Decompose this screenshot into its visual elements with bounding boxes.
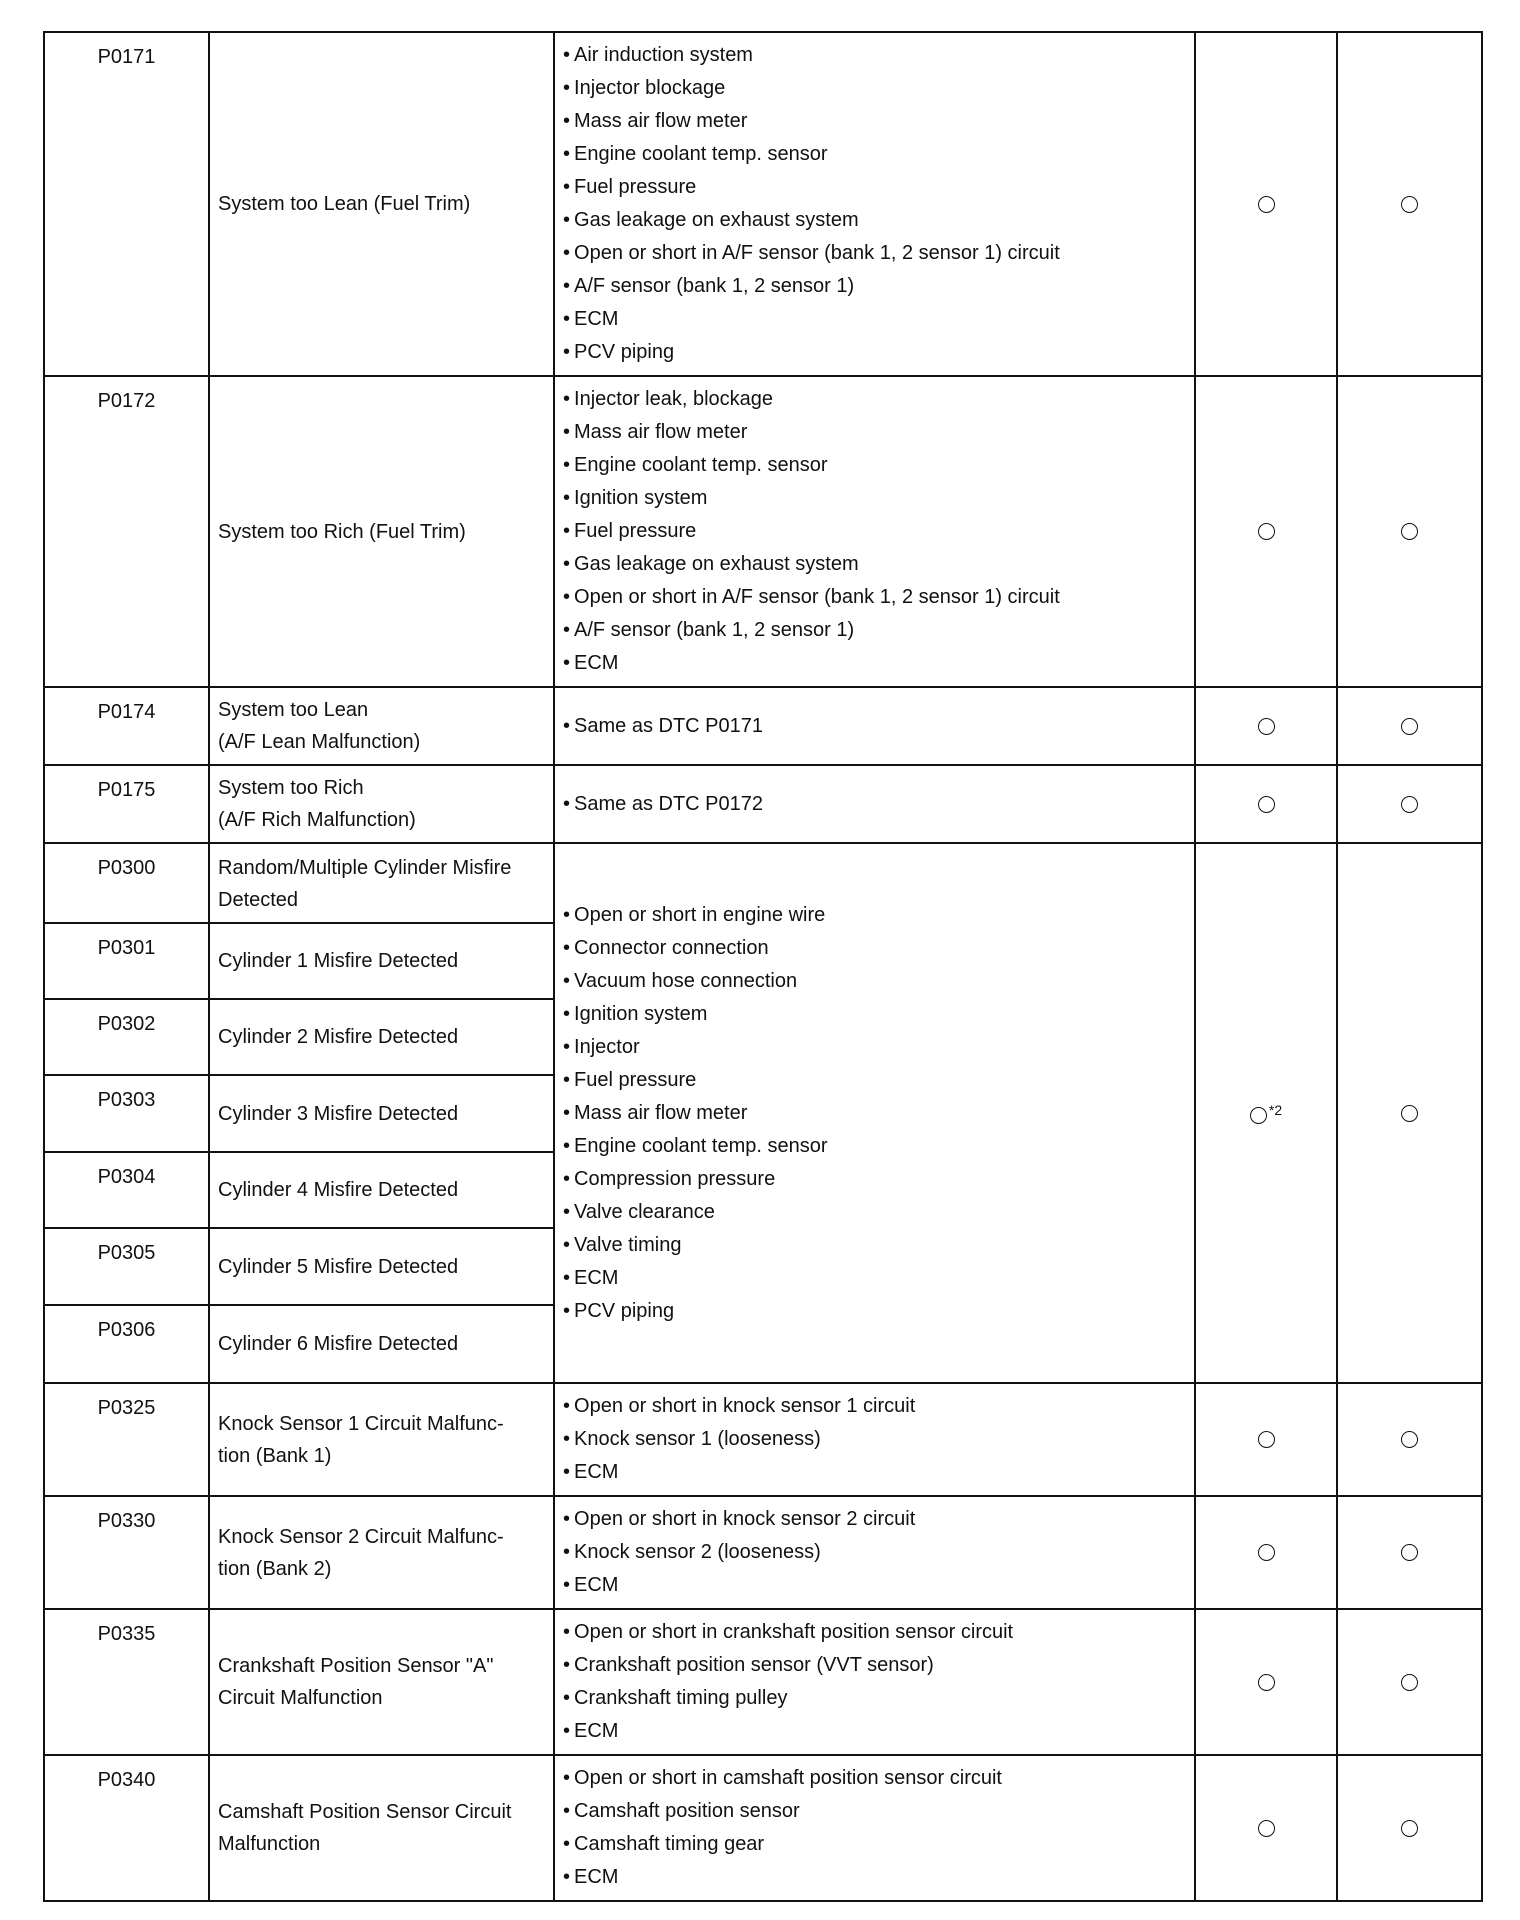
cause-item: • Open or short in camshaft position sensor circuit <box>563 1762 1186 1795</box>
cause-item: • ECM <box>563 303 1186 336</box>
cause-item: • Mass air flow meter <box>563 105 1186 138</box>
check-mark-cell <box>1195 376 1337 687</box>
dtc-name: Camshaft Position Sensor Circuit Malfunction <box>209 1755 554 1901</box>
cause-item: • Injector <box>563 1031 1186 1064</box>
dtc-name: Crankshaft Position Sensor "A" Circuit Malfunction <box>209 1609 554 1755</box>
dtc-name: System too Lean (A/F Lean Malfunction) <box>209 687 554 765</box>
check-mark-cell <box>1337 687 1482 765</box>
check-mark-cell <box>1195 1755 1337 1901</box>
cause-item: • Ignition system <box>563 482 1186 515</box>
check-mark-cell <box>1337 1755 1482 1901</box>
cause-item: • ECM <box>563 1715 1186 1748</box>
cause-item: • Open or short in A/F sensor (bank 1, 2 sensor 1) circuit <box>563 237 1186 270</box>
causes-list <box>563 899 1186 1328</box>
circle-mark-icon <box>1258 196 1275 213</box>
dtc-name: Knock Sensor 1 Circuit Malfunc- tion (Bank 1) <box>209 1383 554 1496</box>
cause-item: • Mass air flow meter <box>563 416 1186 449</box>
dtc-name: System too Rich (A/F Rich Malfunction) <box>209 765 554 843</box>
cause-item: • Fuel pressure <box>563 171 1186 204</box>
check-mark-cell <box>1337 1496 1482 1609</box>
dtc-name: System too Rich (Fuel Trim) <box>209 376 554 687</box>
dtc-code: P0335 <box>44 1609 209 1755</box>
cause-item: • Ignition system <box>563 998 1186 1031</box>
table-row <box>44 32 1482 376</box>
circle-mark-icon <box>1401 796 1418 813</box>
trouble-area <box>554 1383 1195 1496</box>
check-mark-cell <box>1195 1383 1337 1496</box>
cause-item: • Crankshaft position sensor (VVT sensor) <box>563 1649 1186 1682</box>
cause-item: • Camshaft position sensor <box>563 1795 1186 1828</box>
cause-item: • Fuel pressure <box>563 515 1186 548</box>
trouble-area <box>554 765 1195 843</box>
causes-list <box>563 788 1186 821</box>
check-mark-cell <box>1337 1383 1482 1496</box>
trouble-area <box>554 32 1195 376</box>
circle-mark-icon <box>1401 1674 1418 1691</box>
dtc-name: System too Lean (Fuel Trim) <box>209 32 554 376</box>
dtc-code: P0300 <box>44 843 209 923</box>
cause-item: • Open or short in crankshaft position sensor circuit <box>563 1616 1186 1649</box>
cause-item: • Gas leakage on exhaust system <box>563 548 1186 581</box>
check-mark-cell <box>1337 843 1482 1383</box>
circle-mark-icon <box>1401 196 1418 213</box>
cause-item: • Engine coolant temp. sensor <box>563 1130 1186 1163</box>
circle-mark-icon <box>1401 1431 1418 1448</box>
trouble-area <box>554 1496 1195 1609</box>
check-mark-cell <box>1195 687 1337 765</box>
check-mark-cell <box>1337 1609 1482 1755</box>
cause-item: • Mass air flow meter <box>563 1097 1186 1130</box>
dtc-code: P0305 <box>44 1228 209 1305</box>
cause-item: • ECM <box>563 1262 1186 1295</box>
table-row <box>44 843 1482 923</box>
cause-item: • Open or short in engine wire <box>563 899 1186 932</box>
dtc-code: P0302 <box>44 999 209 1075</box>
circle-mark-icon <box>1258 1674 1275 1691</box>
circle-mark-icon <box>1258 796 1275 813</box>
cause-item: • Air induction system <box>563 39 1186 72</box>
dtc-code: P0174 <box>44 687 209 765</box>
table-row <box>44 687 1482 765</box>
dtc-code: P0340 <box>44 1755 209 1901</box>
circle-mark-icon <box>1250 1107 1267 1124</box>
dtc-name: Knock Sensor 2 Circuit Malfunc- tion (Bank 2) <box>209 1496 554 1609</box>
table-row <box>44 1755 1482 1901</box>
cause-item: • Camshaft timing gear <box>563 1828 1186 1861</box>
cause-item: • ECM <box>563 1569 1186 1602</box>
causes-list <box>563 710 1186 743</box>
check-mark-cell <box>1195 1609 1337 1755</box>
footnote-marker: *2 <box>1268 1102 1283 1118</box>
cause-item: • Valve clearance <box>563 1196 1186 1229</box>
circle-mark-icon <box>1258 718 1275 735</box>
table-row <box>44 1496 1482 1609</box>
dtc-code: P0306 <box>44 1305 209 1383</box>
cause-item: • A/F sensor (bank 1, 2 sensor 1) <box>563 270 1186 303</box>
cause-item: • Open or short in knock sensor 2 circuit <box>563 1503 1186 1536</box>
cause-item: • Same as DTC P0171 <box>563 710 1186 743</box>
table-row <box>44 1383 1482 1496</box>
cause-item: • Vacuum hose connection <box>563 965 1186 998</box>
dtc-name: Cylinder 4 Misfire Detected <box>209 1152 554 1228</box>
circle-mark-icon <box>1258 1544 1275 1561</box>
trouble-area <box>554 376 1195 687</box>
causes-list <box>563 1503 1186 1602</box>
check-mark-cell <box>1195 1496 1337 1609</box>
cause-item: • Engine coolant temp. sensor <box>563 449 1186 482</box>
trouble-area <box>554 687 1195 765</box>
dtc-name: Cylinder 6 Misfire Detected <box>209 1305 554 1383</box>
circle-mark-icon <box>1401 1820 1418 1837</box>
dtc-code: P0175 <box>44 765 209 843</box>
circle-mark-icon <box>1401 1105 1418 1122</box>
cause-item: • Fuel pressure <box>563 1064 1186 1097</box>
cause-item: • A/F sensor (bank 1, 2 sensor 1) <box>563 614 1186 647</box>
circle-mark-icon <box>1401 718 1418 735</box>
cause-item: • Injector blockage <box>563 72 1186 105</box>
dtc-code: P0303 <box>44 1075 209 1152</box>
cause-item: • Engine coolant temp. sensor <box>563 138 1186 171</box>
circle-mark-icon <box>1401 523 1418 540</box>
causes-list <box>563 1616 1186 1748</box>
cause-item: • Injector leak, blockage <box>563 383 1186 416</box>
causes-list <box>563 383 1186 680</box>
dtc-code: P0304 <box>44 1152 209 1228</box>
check-mark-cell <box>1337 376 1482 687</box>
cause-item: • ECM <box>563 647 1186 680</box>
circle-mark-icon <box>1258 523 1275 540</box>
dtc-code: P0325 <box>44 1383 209 1496</box>
dtc-code: P0301 <box>44 923 209 999</box>
check-mark-cell <box>1195 765 1337 843</box>
misfire-causes <box>554 843 1195 1383</box>
cause-item: • ECM <box>563 1861 1186 1894</box>
check-mark-cell <box>1337 32 1482 376</box>
dtc-name: Random/Multiple Cylinder Misfire Detected <box>209 843 554 923</box>
dtc-code: P0171 <box>44 32 209 376</box>
table-row <box>44 1609 1482 1755</box>
circle-mark-icon <box>1258 1431 1275 1448</box>
dtc-code: P0172 <box>44 376 209 687</box>
causes-list <box>563 1762 1186 1894</box>
cause-item: • Knock sensor 2 (looseness) <box>563 1536 1186 1569</box>
dtc-name: Cylinder 2 Misfire Detected <box>209 999 554 1075</box>
trouble-area <box>554 1755 1195 1901</box>
table-row <box>44 765 1482 843</box>
causes-list <box>563 1390 1186 1489</box>
circle-mark-icon <box>1401 1544 1418 1561</box>
cause-item: • Connector connection <box>563 932 1186 965</box>
cause-item: • Knock sensor 1 (looseness) <box>563 1423 1186 1456</box>
dtc-name: Cylinder 3 Misfire Detected <box>209 1075 554 1152</box>
circle-mark-icon <box>1258 1820 1275 1837</box>
check-mark-cell <box>1337 765 1482 843</box>
causes-list <box>563 39 1186 369</box>
dtc-table <box>43 31 1483 1902</box>
trouble-area <box>554 1609 1195 1755</box>
dtc-name: Cylinder 5 Misfire Detected <box>209 1228 554 1305</box>
cause-item: • PCV piping <box>563 336 1186 369</box>
dtc-code: P0330 <box>44 1496 209 1609</box>
cause-item: • PCV piping <box>563 1295 1186 1328</box>
cause-item: • Valve timing <box>563 1229 1186 1262</box>
check-mark-cell <box>1195 32 1337 376</box>
cause-item: • ECM <box>563 1456 1186 1489</box>
check-mark-cell <box>1195 843 1337 1383</box>
dtc-name: Cylinder 1 Misfire Detected <box>209 923 554 999</box>
cause-item: • Same as DTC P0172 <box>563 788 1186 821</box>
cause-item: • Open or short in A/F sensor (bank 1, 2 sensor 1) circuit <box>563 581 1186 614</box>
cause-item: • Gas leakage on exhaust system <box>563 204 1186 237</box>
cause-item: • Crankshaft timing pulley <box>563 1682 1186 1715</box>
cause-item: • Compression pressure <box>563 1163 1186 1196</box>
cause-item: • Open or short in knock sensor 1 circuit <box>563 1390 1186 1423</box>
table-row <box>44 376 1482 687</box>
